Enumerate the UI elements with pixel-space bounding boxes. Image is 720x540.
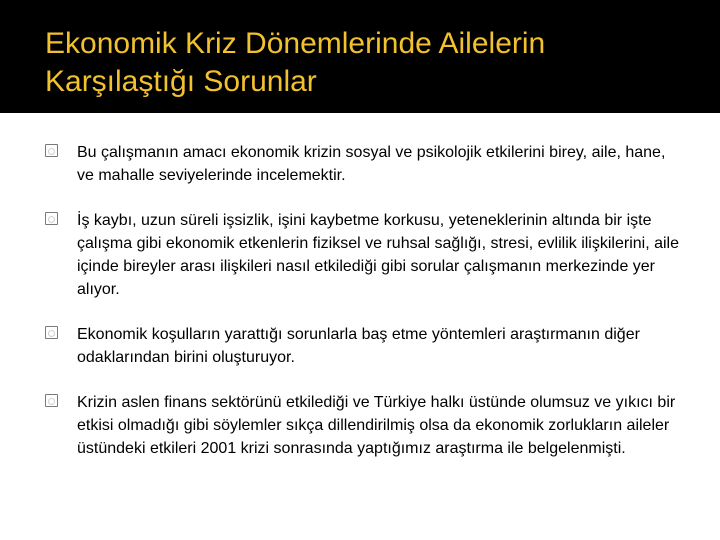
missing-glyph-box-icon — [45, 326, 58, 339]
bullet-list — [45, 141, 685, 482]
missing-glyph-box-icon — [45, 394, 58, 407]
list-item — [45, 209, 685, 301]
list-item — [45, 391, 685, 460]
slide-title: Ekonomik Kriz Dönemlerinde Ailelerin Karşılaştığı Sorunlar — [45, 27, 546, 98]
missing-glyph-box-icon — [45, 144, 58, 157]
list-item — [45, 323, 685, 369]
bullet-text: Bu çalışmanın amacı ekonomik krizin sosyal ve psikolojik etkilerini birey, aile, hane, ve mahalle seviyelerinde incelemektir. — [77, 144, 666, 184]
title-bar — [0, 0, 720, 113]
bullet-text: Krizin aslen finans sektörünü etkilediği ve Türkiye halkı üstünde olumsuz ve yıkıcı bir etkisi olmadığı gibi söylemler sıkça dillendirilmiş olsa da ekonomik zorlukların aileler üstündeki etkileri 2001 krizi sonrasında yaptığımız araştırma ile belgelenmişti. — [77, 394, 676, 457]
list-item — [45, 141, 685, 187]
bullet-text: Ekonomik koşulların yarattığı sorunlarla baş etme yöntemleri araştırmanın diğer odaklarından birini oluşturuyor. — [77, 326, 640, 366]
bullet-text: İş kaybı, uzun süreli işsizlik, işini kaybetme korkusu, yeteneklerinin altında bir işte çalışma gibi ekonomik etkenlerin fiziksel ve ruhsal sağlığı, stresi, evlilik ilişkilerini, aile içinde bireyler arası ilişkileri nasıl etkilediği gibi sorular çalışmanın merkezinde yer alıyor. — [77, 212, 679, 298]
missing-glyph-box-icon — [45, 212, 58, 225]
